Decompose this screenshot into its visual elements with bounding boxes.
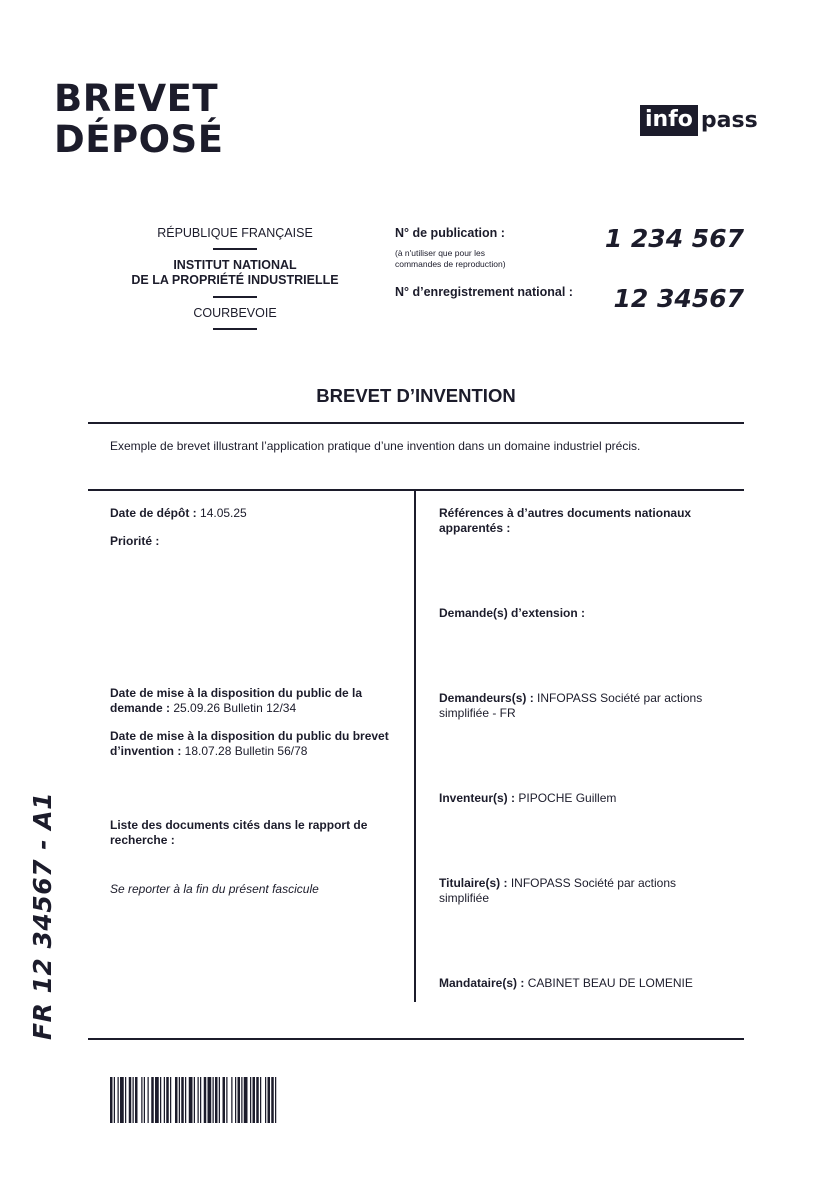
applicants-field	[439, 691, 724, 720]
table-top-rule	[88, 489, 744, 491]
barcode-icon	[110, 1077, 338, 1123]
public-application-date-field	[110, 686, 395, 715]
document-type-title	[54, 78, 223, 160]
registration-number: 12 34567	[613, 284, 744, 313]
agent-value: CABINET BEAU DE LOMENIE	[527, 976, 693, 990]
institution-block	[110, 226, 360, 338]
registration-number-label: N° d’enregistrement national :	[395, 285, 573, 299]
institute-city: COURBEVOIE	[193, 306, 277, 320]
agent-field	[439, 976, 724, 991]
publication-number: 1 234 567	[604, 224, 744, 253]
priority-label: Priorité :	[110, 534, 160, 548]
applicants-label: Demandeurs(s) :	[439, 691, 534, 705]
filing-date-value: 14.05.25	[200, 506, 247, 520]
holder-field	[439, 876, 724, 905]
filing-date-field	[110, 506, 395, 521]
references-field	[439, 506, 724, 535]
publication-note-line-2: commandes de reproduction)	[395, 259, 506, 269]
institute-name-line-1: INSTITUT NATIONAL	[173, 258, 297, 272]
inventor-field	[439, 791, 724, 806]
divider	[213, 248, 257, 250]
public-patent-date-value: 18.07.28 Bulletin 56/78	[184, 743, 308, 758]
public-application-date-value: 25.09.26 Bulletin 12/34	[173, 700, 297, 715]
inventor-value: PIPOCHE Guillem	[518, 791, 617, 805]
logo-plain-text: pass	[700, 107, 758, 133]
title-line-1: BREVET	[54, 77, 219, 120]
publication-note	[395, 248, 506, 270]
inventor-label: Inventeur(s) :	[439, 791, 516, 805]
public-patent-date-label: Date de mise à la disposition du public du brevet d’invention :	[110, 729, 389, 758]
public-patent-date-field	[110, 729, 395, 758]
holder-value: INFOPASS Société par actions simplifiée	[439, 876, 676, 905]
extension-label: Demande(s) d’extension :	[439, 606, 586, 620]
references-label: Références à d’autres documents nationaux apparentés :	[439, 506, 692, 535]
institute-name-line-2: DE LA PROPRIÉTÉ INDUSTRIELLE	[131, 273, 339, 287]
cited-documents-label: Liste des documents cités dans le rapport de recherche :	[110, 818, 368, 847]
title-line-2: DÉPOSÉ	[54, 118, 224, 161]
public-application-date-label: Date de mise à la disposition du public de la demande :	[110, 686, 363, 715]
priority-field	[110, 534, 395, 549]
side-document-code: FR 12 34567 - A1	[28, 791, 57, 1040]
filing-date-label: Date de dépôt :	[110, 506, 197, 520]
publication-note-line-1: (à n'utiliser que pour les	[395, 248, 485, 258]
applicants-value: INFOPASS Société par actions simplifiée - FR	[439, 691, 703, 720]
logo-box-text: info	[640, 105, 698, 136]
top-rule	[88, 422, 744, 424]
cited-documents-note: Se reporter à la fin du présent fascicule	[110, 882, 319, 896]
infopass-logo	[640, 105, 758, 136]
extension-field	[439, 606, 724, 621]
publication-number-label: N° de publication :	[395, 226, 505, 240]
column-divider	[414, 490, 416, 1002]
agent-label: Mandataire(s) :	[439, 976, 525, 990]
table-bottom-rule	[88, 1038, 744, 1040]
abstract-text: Exemple de brevet illustrant l’application pratique d’une invention dans un domaine industriel précis.	[110, 439, 641, 453]
republic-label: RÉPUBLIQUE FRANÇAISE	[157, 226, 313, 240]
cited-documents-field	[110, 818, 395, 847]
holder-label: Titulaire(s) :	[439, 876, 508, 890]
divider	[213, 328, 257, 330]
divider	[213, 296, 257, 298]
document-title: BREVET D’INVENTION	[316, 385, 516, 406]
